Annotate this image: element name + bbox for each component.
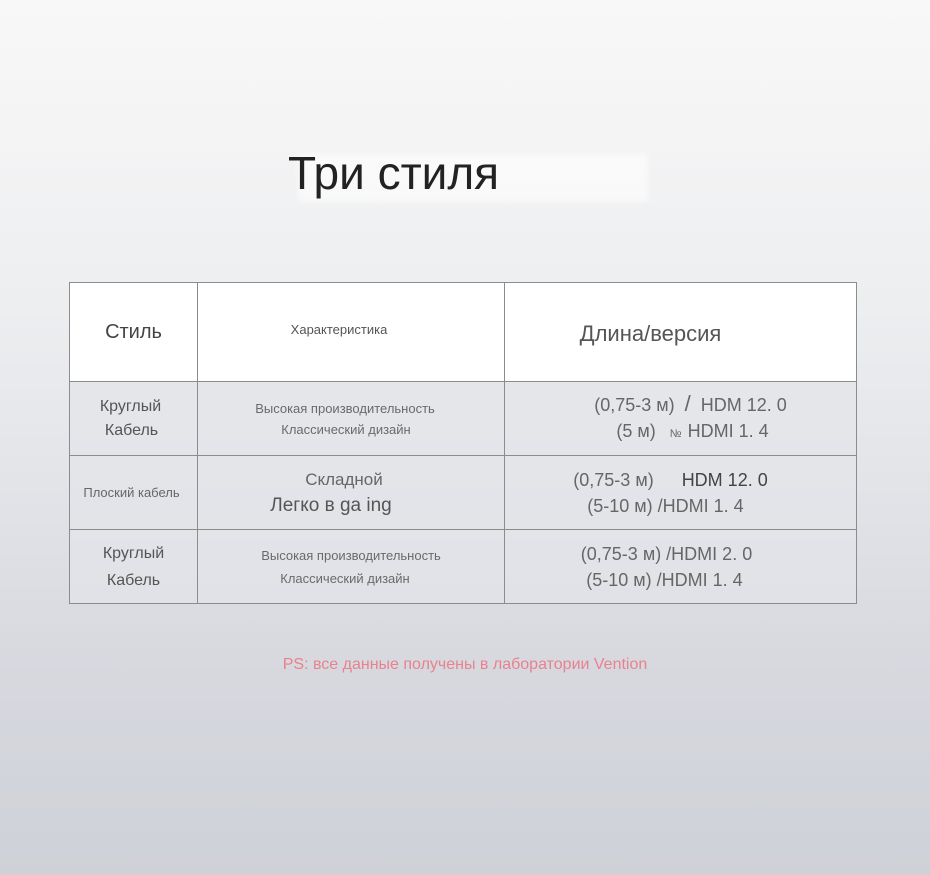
style-line: Кабель <box>106 571 161 589</box>
style-line: Кабель <box>104 421 159 439</box>
comparison-table <box>69 282 857 604</box>
length-separator: / <box>684 390 691 416</box>
length-line <box>495 467 846 493</box>
table-row <box>70 530 857 604</box>
cell-feature <box>198 382 505 456</box>
cell-length <box>505 456 857 530</box>
feature-line: Складной <box>305 469 383 489</box>
length-range: (0,75-3 м) <box>573 469 654 490</box>
header-length-label: Длина/версия <box>579 321 722 346</box>
length-line: (5-10 м) /HDMI 1. 4 <box>586 569 743 590</box>
length-range: (5 м) <box>616 420 656 441</box>
style-line: Плоский кабель <box>83 485 180 500</box>
length-line <box>515 391 866 418</box>
feature-line: Высокая производительность <box>255 400 435 416</box>
cell-feature <box>198 530 505 604</box>
header-feature-label: Характеристика <box>290 322 388 337</box>
table-row <box>70 456 857 530</box>
length-line: (0,75-3 м) /HDMI 2. 0 <box>580 543 753 564</box>
length-line <box>517 418 868 447</box>
feature-line: Классический дизайн <box>281 421 411 437</box>
style-line: Круглый <box>99 397 162 415</box>
header-style <box>70 283 198 382</box>
feature-line: Классический дизайн <box>280 570 410 586</box>
number-sign: № <box>669 427 682 440</box>
header-feature <box>198 283 505 382</box>
length-version: HDM 12. 0 <box>700 394 787 415</box>
length-line: (5-10 м) /HDMI 1. 4 <box>587 495 744 516</box>
page-title: Три стиля <box>288 147 500 199</box>
header-length <box>505 283 857 382</box>
length-version: HDM 12. 0 <box>681 469 768 490</box>
cell-length <box>505 530 857 604</box>
feature-line: Высокая производительность <box>261 547 441 563</box>
table-row <box>70 382 857 456</box>
cell-style <box>70 382 198 456</box>
footnote: PS: все данные получены в лаборатории Vention <box>282 656 648 673</box>
header-style-label: Стиль <box>105 320 162 343</box>
table-header-row <box>70 283 857 382</box>
cell-style <box>70 530 198 604</box>
cell-feature <box>198 456 505 530</box>
length-range: (0,75-3 м) <box>594 394 675 415</box>
title-area <box>288 138 648 218</box>
cell-length <box>505 382 857 456</box>
feature-line: Легко в ga ing <box>270 494 392 516</box>
style-line: Круглый <box>102 544 165 562</box>
length-version: HDMI 1. 4 <box>687 420 769 441</box>
